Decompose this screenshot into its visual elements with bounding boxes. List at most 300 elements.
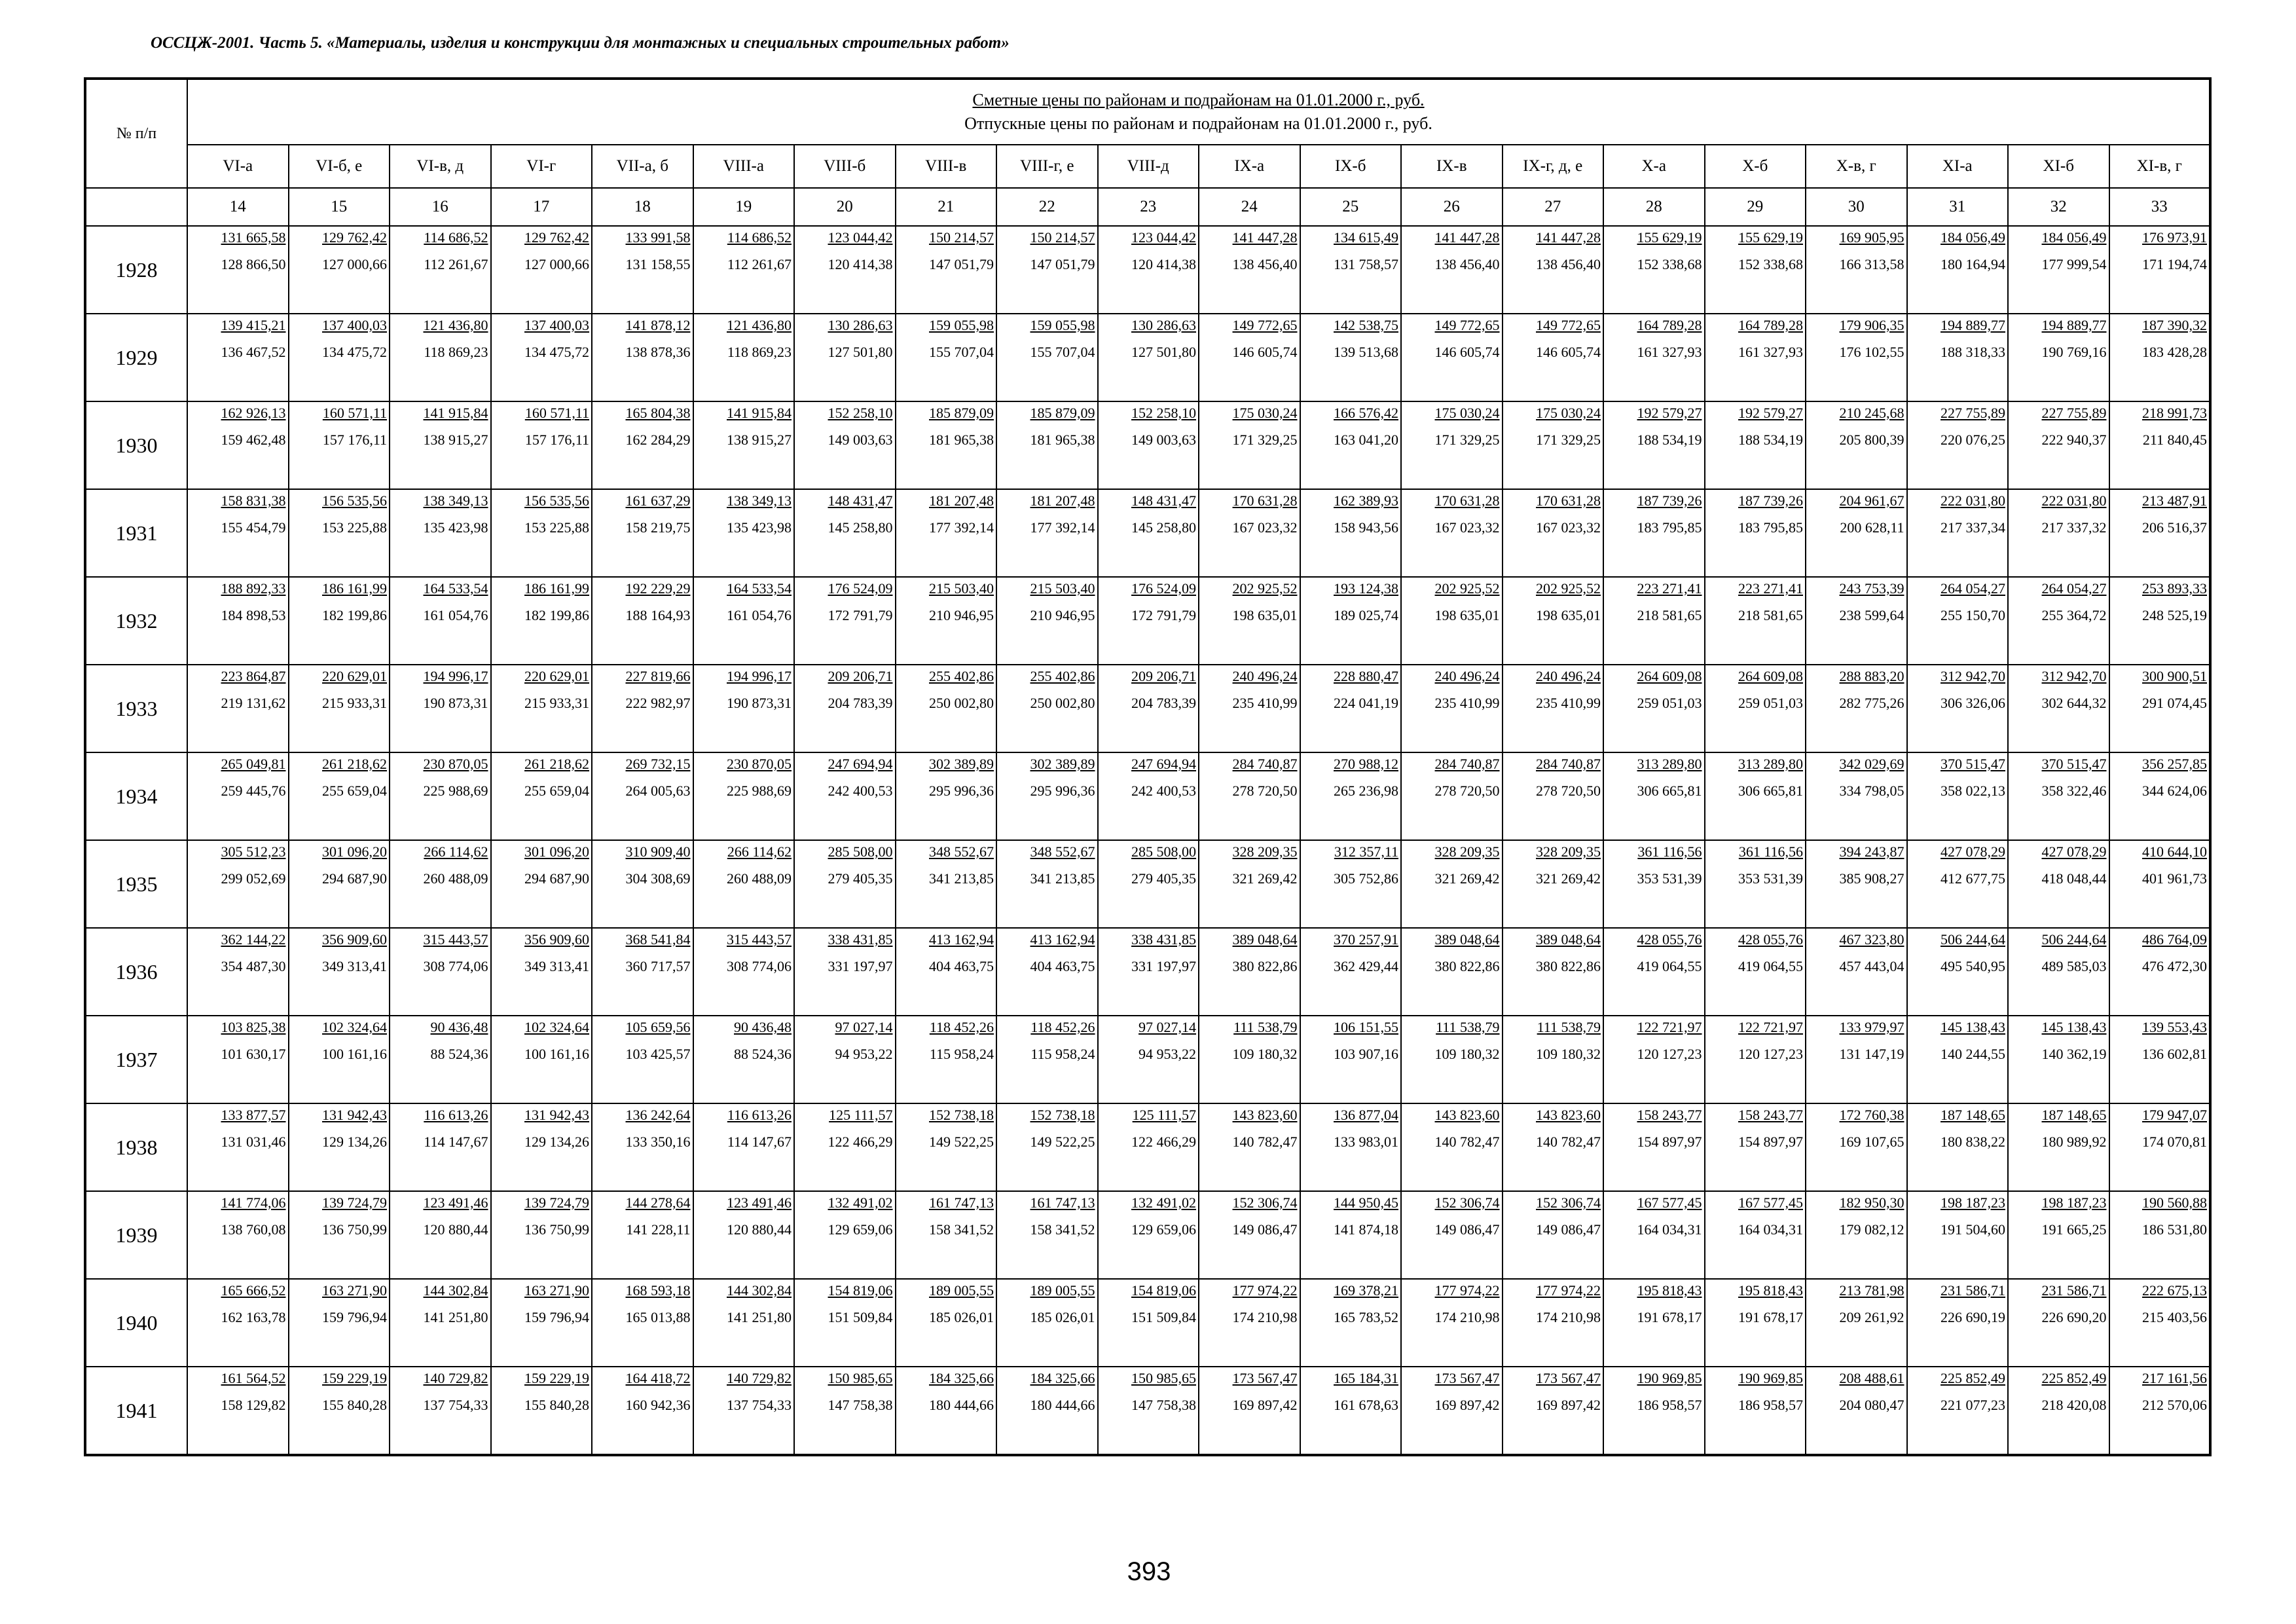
estimate-price: 170 631,28 bbox=[1434, 492, 1500, 509]
estimate-price: 222 031,80 bbox=[2041, 492, 2107, 509]
price-cell bbox=[2109, 401, 2211, 489]
release-price: 226 690,20 bbox=[2041, 1309, 2107, 1325]
release-price: 250 002,80 bbox=[929, 695, 994, 711]
release-price: 120 880,44 bbox=[423, 1221, 488, 1238]
price-cell bbox=[1098, 840, 1199, 928]
release-price: 334 798,05 bbox=[1839, 783, 1904, 799]
price-cell bbox=[1603, 840, 1705, 928]
price-cell bbox=[2109, 1016, 2211, 1103]
price-cell bbox=[491, 577, 592, 665]
price-cell bbox=[1705, 314, 1806, 401]
release-price: 129 134,26 bbox=[322, 1134, 387, 1150]
release-price: 149 003,63 bbox=[1131, 432, 1196, 448]
estimate-price: 184 325,66 bbox=[1030, 1370, 1095, 1386]
release-price: 131 147,19 bbox=[1839, 1046, 1904, 1062]
estimate-price: 149 772,65 bbox=[1232, 317, 1298, 333]
region-header: X-в, г bbox=[1806, 145, 1907, 188]
estimate-price: 97 027,14 bbox=[1139, 1019, 1196, 1035]
price-cell bbox=[592, 489, 693, 577]
release-price: 174 210,98 bbox=[1434, 1309, 1500, 1325]
estimate-price: 176 524,09 bbox=[828, 580, 893, 597]
estimate-price: 225 852,49 bbox=[2041, 1370, 2107, 1386]
price-cell bbox=[1300, 840, 1402, 928]
price-cell bbox=[1603, 1103, 1705, 1191]
price-cell bbox=[289, 489, 390, 577]
price-cell bbox=[390, 226, 491, 314]
release-price: 141 251,80 bbox=[423, 1309, 488, 1325]
price-cell bbox=[1300, 1191, 1402, 1279]
price-cell bbox=[1199, 489, 1300, 577]
price-cell bbox=[1300, 1279, 1402, 1367]
price-cell bbox=[693, 752, 795, 840]
estimate-price: 285 508,00 bbox=[1131, 843, 1196, 860]
price-cell bbox=[289, 928, 390, 1016]
release-price: 141 874,18 bbox=[1334, 1221, 1398, 1238]
price-cell bbox=[2109, 577, 2211, 665]
price-cell bbox=[1806, 665, 1907, 752]
column-number: 23 bbox=[1098, 188, 1199, 226]
estimate-price: 194 889,77 bbox=[2041, 317, 2107, 333]
release-price: 118 869,23 bbox=[727, 344, 792, 360]
estimate-price: 156 535,56 bbox=[524, 492, 589, 509]
price-cell bbox=[1401, 665, 1503, 752]
row-id: 1931 bbox=[85, 489, 187, 577]
release-price: 181 965,38 bbox=[929, 432, 994, 448]
release-price: 222 982,97 bbox=[625, 695, 691, 711]
release-price: 190 769,16 bbox=[2041, 344, 2107, 360]
estimate-price: 150 214,57 bbox=[1030, 229, 1095, 246]
price-title bbox=[187, 79, 2210, 145]
estimate-price: 175 030,24 bbox=[1434, 405, 1500, 421]
region-header: XI-б bbox=[2008, 145, 2109, 188]
release-price: 167 023,32 bbox=[1434, 519, 1500, 536]
estimate-price: 218 991,73 bbox=[2142, 405, 2207, 421]
release-price: 152 338,68 bbox=[1637, 256, 1702, 272]
estimate-price: 131 942,43 bbox=[524, 1107, 589, 1123]
price-cell bbox=[1705, 665, 1806, 752]
estimate-price: 123 044,42 bbox=[1131, 229, 1196, 246]
page-number: 393 bbox=[1127, 1557, 1171, 1586]
table-row bbox=[85, 840, 2210, 928]
price-cell bbox=[1300, 489, 1402, 577]
release-price: 115 958,24 bbox=[929, 1046, 994, 1062]
price-cell bbox=[1907, 314, 2009, 401]
price-cell bbox=[592, 577, 693, 665]
estimate-price: 144 950,45 bbox=[1334, 1194, 1398, 1211]
release-price: 149 522,25 bbox=[1030, 1134, 1095, 1150]
release-price: 129 134,26 bbox=[524, 1134, 589, 1150]
row-id: 1932 bbox=[85, 577, 187, 665]
row-id: 1937 bbox=[85, 1016, 187, 1103]
release-price: 134 475,72 bbox=[322, 344, 387, 360]
price-cell bbox=[187, 928, 289, 1016]
price-cell bbox=[1907, 401, 2009, 489]
price-cell bbox=[187, 1103, 289, 1191]
estimate-price: 428 055,76 bbox=[1637, 931, 1702, 948]
release-price: 308 774,06 bbox=[727, 958, 792, 974]
release-price: 184 898,53 bbox=[221, 607, 286, 623]
estimate-price: 220 629,01 bbox=[524, 668, 589, 684]
estimate-price: 118 452,26 bbox=[929, 1019, 994, 1035]
release-price: 154 897,97 bbox=[1637, 1134, 1702, 1150]
release-price: 224 041,19 bbox=[1334, 695, 1398, 711]
release-price: 354 487,30 bbox=[221, 958, 286, 974]
release-price: 206 516,37 bbox=[2142, 519, 2207, 536]
estimate-price: 158 243,77 bbox=[1637, 1107, 1702, 1123]
release-price: 242 400,53 bbox=[1131, 783, 1196, 799]
price-cell bbox=[896, 226, 997, 314]
release-price: 217 337,34 bbox=[1941, 519, 2005, 536]
release-price: 161 327,93 bbox=[1738, 344, 1803, 360]
price-cell bbox=[693, 1016, 795, 1103]
price-cell bbox=[794, 1191, 896, 1279]
release-price: 353 531,39 bbox=[1637, 870, 1702, 887]
column-number: 33 bbox=[2109, 188, 2211, 226]
release-price: 161 054,76 bbox=[727, 607, 792, 623]
release-price: 188 164,93 bbox=[625, 607, 691, 623]
release-price: 183 795,85 bbox=[1637, 519, 1702, 536]
estimate-price: 182 950,30 bbox=[1839, 1194, 1904, 1211]
release-price-title: Отпускные цены по районам и подрайонам на 01.01.2000 г., руб. bbox=[964, 114, 1432, 133]
release-price: 291 074,45 bbox=[2142, 695, 2207, 711]
estimate-price: 230 870,05 bbox=[727, 756, 792, 772]
release-price: 118 869,23 bbox=[424, 344, 488, 360]
release-price: 161 054,76 bbox=[423, 607, 488, 623]
release-price: 264 005,63 bbox=[625, 783, 691, 799]
price-cell bbox=[491, 1279, 592, 1367]
estimate-price: 188 892,33 bbox=[221, 580, 286, 597]
release-price: 495 540,95 bbox=[1941, 958, 2005, 974]
release-price: 145 258,80 bbox=[828, 519, 893, 536]
estimate-price: 370 515,47 bbox=[1941, 756, 2005, 772]
price-cell bbox=[794, 1016, 896, 1103]
release-price: 135 423,98 bbox=[423, 519, 488, 536]
price-cell bbox=[1098, 314, 1199, 401]
price-cell bbox=[1098, 928, 1199, 1016]
price-cell bbox=[794, 1279, 896, 1367]
estimate-price: 264 054,27 bbox=[2041, 580, 2107, 597]
release-price: 152 338,68 bbox=[1738, 256, 1803, 272]
release-price: 255 659,04 bbox=[322, 783, 387, 799]
release-price: 169 897,42 bbox=[1232, 1397, 1298, 1413]
price-cell bbox=[491, 489, 592, 577]
estimate-price: 143 823,60 bbox=[1434, 1107, 1500, 1123]
price-cell bbox=[996, 577, 1098, 665]
price-cell bbox=[1300, 752, 1402, 840]
price-cell bbox=[996, 1279, 1098, 1367]
estimate-price: 152 306,74 bbox=[1536, 1194, 1601, 1211]
estimate-price: 116 613,26 bbox=[424, 1107, 488, 1123]
release-price: 182 199,86 bbox=[524, 607, 589, 623]
estimate-price: 187 739,26 bbox=[1637, 492, 1702, 509]
estimate-price: 121 436,80 bbox=[423, 317, 488, 333]
row-id: 1941 bbox=[85, 1367, 187, 1455]
price-cell bbox=[2109, 665, 2211, 752]
price-cell bbox=[896, 1103, 997, 1191]
estimate-price: 389 048,64 bbox=[1232, 931, 1298, 948]
estimate-price: 301 096,20 bbox=[322, 843, 387, 860]
release-price: 174 210,98 bbox=[1536, 1309, 1601, 1325]
release-price: 136 602,81 bbox=[2142, 1046, 2207, 1062]
estimate-price: 162 389,93 bbox=[1334, 492, 1398, 509]
release-price: 103 425,57 bbox=[625, 1046, 691, 1062]
estimate-price: 285 508,00 bbox=[828, 843, 893, 860]
estimate-price: 328 209,35 bbox=[1434, 843, 1500, 860]
price-cell bbox=[693, 1191, 795, 1279]
price-cell bbox=[491, 1367, 592, 1455]
release-price: 151 509,84 bbox=[828, 1309, 893, 1325]
price-cell bbox=[1806, 226, 1907, 314]
price-cell bbox=[1503, 1367, 1604, 1455]
estimate-price: 152 738,18 bbox=[929, 1107, 994, 1123]
estimate-price: 328 209,35 bbox=[1536, 843, 1601, 860]
price-cell bbox=[1907, 1103, 2009, 1191]
price-cell bbox=[592, 401, 693, 489]
estimate-price: 169 905,95 bbox=[1839, 229, 1904, 246]
release-price: 181 965,38 bbox=[1030, 432, 1095, 448]
row-id: 1929 bbox=[85, 314, 187, 401]
estimate-price: 141 447,28 bbox=[1232, 229, 1298, 246]
price-cell bbox=[592, 1103, 693, 1191]
price-cell bbox=[996, 489, 1098, 577]
release-price: 131 758,57 bbox=[1334, 256, 1398, 272]
table-body bbox=[85, 226, 2210, 1455]
price-cell bbox=[1806, 928, 1907, 1016]
release-price: 138 878,36 bbox=[625, 344, 691, 360]
release-price: 147 758,38 bbox=[1131, 1397, 1196, 1413]
price-cell bbox=[1503, 840, 1604, 928]
release-price: 88 524,36 bbox=[430, 1046, 488, 1062]
price-cell bbox=[1806, 314, 1907, 401]
release-price: 171 329,25 bbox=[1434, 432, 1500, 448]
price-cell bbox=[390, 1367, 491, 1455]
release-price: 100 161,16 bbox=[524, 1046, 589, 1062]
release-price: 295 996,36 bbox=[1030, 783, 1095, 799]
estimate-price: 148 431,47 bbox=[828, 492, 893, 509]
release-price: 158 219,75 bbox=[625, 519, 691, 536]
estimate-price: 315 443,57 bbox=[727, 931, 792, 948]
release-price: 304 308,69 bbox=[625, 870, 691, 887]
estimate-price: 195 818,43 bbox=[1738, 1282, 1803, 1299]
price-cell bbox=[1907, 226, 2009, 314]
release-price: 165 783,52 bbox=[1334, 1309, 1398, 1325]
release-price: 137 754,33 bbox=[423, 1397, 488, 1413]
price-cell bbox=[1806, 1367, 1907, 1455]
price-cell bbox=[1503, 928, 1604, 1016]
estimate-price: 284 740,87 bbox=[1536, 756, 1601, 772]
region-header: VIII-в bbox=[896, 145, 997, 188]
table-row bbox=[85, 1279, 2210, 1367]
estimate-price: 142 538,75 bbox=[1334, 317, 1398, 333]
estimate-price: 204 961,67 bbox=[1839, 492, 1904, 509]
price-cell bbox=[491, 401, 592, 489]
estimate-price: 264 609,08 bbox=[1637, 668, 1702, 684]
price-cell bbox=[1503, 401, 1604, 489]
column-number: 15 bbox=[289, 188, 390, 226]
estimate-price: 150 985,65 bbox=[828, 1370, 893, 1386]
region-header: VIII-б bbox=[794, 145, 896, 188]
estimate-price: 158 831,38 bbox=[221, 492, 286, 509]
estimate-price: 186 161,99 bbox=[322, 580, 387, 597]
price-cell bbox=[1705, 1191, 1806, 1279]
estimate-price: 230 870,05 bbox=[423, 756, 488, 772]
release-price: 188 318,33 bbox=[1941, 344, 2005, 360]
price-cell bbox=[390, 665, 491, 752]
release-price: 140 782,47 bbox=[1434, 1134, 1500, 1150]
release-price: 136 750,99 bbox=[322, 1221, 387, 1238]
estimate-price-title: Сметные цены по районам и подрайонам на 01.01.2000 г., руб. bbox=[972, 90, 1425, 109]
release-price: 103 907,16 bbox=[1334, 1046, 1398, 1062]
release-price: 164 034,31 bbox=[1738, 1221, 1803, 1238]
estimate-price: 240 496,24 bbox=[1232, 668, 1298, 684]
table-head bbox=[85, 79, 2210, 226]
price-cell bbox=[1603, 314, 1705, 401]
estimate-price: 138 349,13 bbox=[423, 492, 488, 509]
estimate-price: 243 753,39 bbox=[1839, 580, 1904, 597]
price-cell bbox=[2008, 489, 2109, 577]
estimate-price: 123 491,46 bbox=[423, 1194, 488, 1211]
release-price: 157 176,11 bbox=[322, 432, 387, 448]
price-cell bbox=[996, 752, 1098, 840]
estimate-price: 288 883,20 bbox=[1839, 668, 1904, 684]
price-cell bbox=[896, 1367, 997, 1455]
release-price: 191 678,17 bbox=[1637, 1309, 1702, 1325]
release-price: 128 866,50 bbox=[221, 256, 286, 272]
release-price: 147 758,38 bbox=[828, 1397, 893, 1413]
estimate-price: 140 729,82 bbox=[423, 1370, 488, 1386]
estimate-price: 264 054,27 bbox=[1941, 580, 2005, 597]
price-cell bbox=[289, 1191, 390, 1279]
release-price: 358 322,46 bbox=[2041, 783, 2107, 799]
estimate-price: 315 443,57 bbox=[423, 931, 488, 948]
price-cell bbox=[187, 1279, 289, 1367]
release-price: 362 429,44 bbox=[1334, 958, 1398, 974]
price-cell bbox=[1300, 314, 1402, 401]
estimate-price: 145 138,43 bbox=[1941, 1019, 2005, 1035]
estimate-price: 141 774,06 bbox=[221, 1194, 286, 1211]
estimate-price: 166 576,42 bbox=[1334, 405, 1398, 421]
price-cell bbox=[1300, 1367, 1402, 1455]
column-number: 19 bbox=[693, 188, 795, 226]
column-number: 30 bbox=[1806, 188, 1907, 226]
estimate-price: 161 564,52 bbox=[221, 1370, 286, 1386]
header-row-column-numbers bbox=[85, 188, 2210, 226]
estimate-price: 129 762,42 bbox=[524, 229, 589, 246]
release-price: 146 605,74 bbox=[1434, 344, 1500, 360]
estimate-price: 202 925,52 bbox=[1232, 580, 1298, 597]
price-cell bbox=[390, 1016, 491, 1103]
price-cell bbox=[187, 1367, 289, 1455]
table-row bbox=[85, 577, 2210, 665]
price-cell bbox=[1603, 401, 1705, 489]
estimate-price: 158 243,77 bbox=[1738, 1107, 1803, 1123]
price-cell bbox=[592, 1016, 693, 1103]
estimate-price: 170 631,28 bbox=[1232, 492, 1298, 509]
estimate-price: 154 819,06 bbox=[1131, 1282, 1196, 1299]
release-price: 135 423,98 bbox=[727, 519, 792, 536]
release-price: 191 665,25 bbox=[2041, 1221, 2107, 1238]
column-number: 20 bbox=[794, 188, 896, 226]
release-price: 235 410,99 bbox=[1232, 695, 1298, 711]
price-cell bbox=[2109, 1367, 2211, 1455]
release-price: 321 269,42 bbox=[1232, 870, 1298, 887]
release-price: 127 501,80 bbox=[1131, 344, 1196, 360]
estimate-price: 165 184,31 bbox=[1334, 1370, 1398, 1386]
estimate-price: 184 325,66 bbox=[929, 1370, 994, 1386]
estimate-price: 189 005,55 bbox=[1030, 1282, 1095, 1299]
estimate-price: 223 864,87 bbox=[221, 668, 286, 684]
release-price: 188 534,19 bbox=[1637, 432, 1702, 448]
release-price: 129 659,06 bbox=[1131, 1221, 1196, 1238]
estimate-price: 164 789,28 bbox=[1637, 317, 1702, 333]
price-cell bbox=[187, 489, 289, 577]
estimate-price: 193 124,38 bbox=[1334, 580, 1398, 597]
release-price: 120 880,44 bbox=[727, 1221, 792, 1238]
release-price: 165 013,88 bbox=[625, 1309, 691, 1325]
region-header: IX-в bbox=[1401, 145, 1503, 188]
estimate-price: 225 852,49 bbox=[1941, 1370, 2005, 1386]
price-cell bbox=[693, 1367, 795, 1455]
price-cell bbox=[2008, 401, 2109, 489]
estimate-price: 149 772,65 bbox=[1536, 317, 1601, 333]
row-id: 1936 bbox=[85, 928, 187, 1016]
price-cell bbox=[2008, 577, 2109, 665]
price-cell bbox=[1907, 840, 2009, 928]
price-cell bbox=[996, 840, 1098, 928]
estimate-price: 187 148,65 bbox=[1941, 1107, 2005, 1123]
estimate-price: 227 755,89 bbox=[2041, 405, 2107, 421]
release-price: 418 048,44 bbox=[2041, 870, 2107, 887]
release-price: 167 023,32 bbox=[1536, 519, 1601, 536]
estimate-price: 159 055,98 bbox=[929, 317, 994, 333]
estimate-price: 123 044,42 bbox=[828, 229, 893, 246]
price-cell bbox=[1705, 840, 1806, 928]
estimate-price: 141 447,28 bbox=[1434, 229, 1500, 246]
release-price: 218 581,65 bbox=[1738, 607, 1803, 623]
price-cell bbox=[592, 840, 693, 928]
release-price: 138 915,27 bbox=[727, 432, 792, 448]
release-price: 380 822,86 bbox=[1434, 958, 1500, 974]
price-cell bbox=[289, 1367, 390, 1455]
price-cell bbox=[1098, 226, 1199, 314]
price-cell bbox=[491, 840, 592, 928]
price-cell bbox=[996, 1367, 1098, 1455]
price-cell bbox=[896, 314, 997, 401]
release-price: 140 782,47 bbox=[1536, 1134, 1601, 1150]
column-number: 27 bbox=[1503, 188, 1604, 226]
region-header: IX-б bbox=[1300, 145, 1402, 188]
price-cell bbox=[2008, 1103, 2109, 1191]
price-cell bbox=[1300, 401, 1402, 489]
release-price: 191 678,17 bbox=[1738, 1309, 1803, 1325]
price-cell bbox=[1098, 577, 1199, 665]
release-price: 176 102,55 bbox=[1839, 344, 1904, 360]
estimate-price: 338 431,85 bbox=[1131, 931, 1196, 948]
release-price: 255 659,04 bbox=[524, 783, 589, 799]
release-price: 294 687,90 bbox=[524, 870, 589, 887]
price-cell bbox=[1401, 1367, 1503, 1455]
release-price: 180 164,94 bbox=[1941, 256, 2005, 272]
estimate-price: 132 491,02 bbox=[1131, 1194, 1196, 1211]
release-price: 177 392,14 bbox=[1030, 519, 1095, 536]
estimate-price: 144 302,84 bbox=[727, 1282, 792, 1299]
release-price: 204 783,39 bbox=[828, 695, 893, 711]
price-cell bbox=[996, 314, 1098, 401]
price-cell bbox=[794, 665, 896, 752]
estimate-price: 122 721,97 bbox=[1738, 1019, 1803, 1035]
release-price: 215 933,31 bbox=[322, 695, 387, 711]
price-cell bbox=[1603, 752, 1705, 840]
